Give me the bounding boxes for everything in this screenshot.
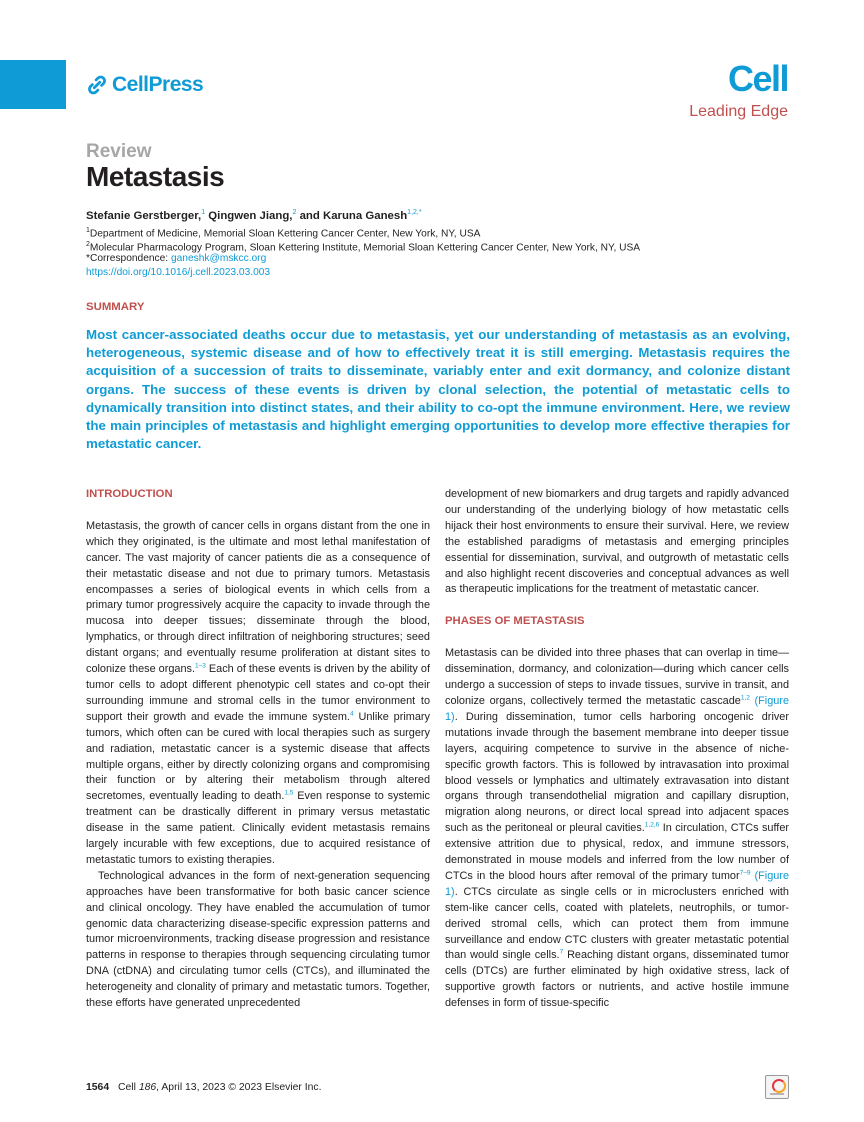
check-for-updates-icon[interactable]: [765, 1075, 789, 1099]
cellpress-logo[interactable]: [86, 71, 203, 99]
text-run: In circulation, CTCs suffer extensive attrition due to physical, redox, and immune stressors, demonstrated in mouse models and inferred from the low number of CTCs in the blood hours after removal of the primary tumor: [445, 822, 789, 882]
author-name: and Karuna Ganesh: [299, 209, 408, 222]
author-name: Qingwen Jiang,: [208, 209, 293, 222]
introduction-heading: INTRODUCTION: [86, 488, 173, 500]
correspondence-label: *Correspondence:: [86, 253, 169, 264]
page-title: Metastasis: [86, 161, 225, 192]
figure-link[interactable]: (Figure 1): [445, 869, 790, 898]
footer-volume: 186: [138, 1082, 157, 1093]
publisher-name: CellPress: [112, 73, 204, 96]
cellpress-link-icon: [86, 74, 108, 96]
figure-link[interactable]: (Figure 1): [445, 694, 790, 723]
reference-citation[interactable]: 1,5: [284, 789, 294, 797]
phases-heading: PHASES OF METASTASIS: [445, 615, 585, 628]
text-run: Metastasis can be divided into three phases that can overlap in time—dissemination, dormancy, and colonization—during which cancer cells undergo a succession of steps to invade tissues, survive in transit, and colonize organs, collectively termed the metastatic cascade: [445, 647, 789, 707]
footer-journal: Cell: [118, 1082, 136, 1093]
affiliation-number: 2: [86, 241, 90, 248]
introduction-paragraph: [86, 519, 430, 869]
footer-citation: , April 13, 2023 © 2023 Elsevier Inc.: [156, 1082, 322, 1093]
correspondence: [86, 252, 266, 266]
text-run: Metastasis, the growth of cancer cells in organs distant from the one in which they originated, is the ultimate and most lethal manifestation of cancer. The vast majority of cancer patients die as a consequence of their metastatic disease and not due to primary tumors. Metastasis encompasses a series of biological events in which cells from a primary tumor progressively acquire the capacity to invade through the mucosa into deeper tissues; disseminate through the blood, lymphatics, or through direct infiltration of neighboring structures; seed distant organs; and eventually resume proliferation at distant sites to colonize these organs.: [86, 519, 430, 676]
author-affiliation-mark[interactable]: 1: [201, 209, 206, 216]
reference-citation[interactable]: 1–3: [195, 662, 206, 670]
introduction-paragraph-continued: development of new biomarkers and drug targets and rapidly advanced our understanding of the underlying biology of how metastatic cells hijack their host environments to ensure their survival. Here, we review the established paradigms of metastasis and emerging principles essential for dissemination, survival, and outgrowth of metastatic cells and also highlight recent discoveries and conceptual advances as well as therapeutic implications for the treatment of metastatic cancer.: [445, 488, 789, 596]
reference-citation[interactable]: 7: [559, 948, 564, 956]
right-column: [445, 487, 789, 1012]
author-affiliation-mark[interactable]: 1,2,*: [407, 209, 422, 216]
introduction-paragraph: Technological advances in the form of next-generation sequencing approaches have been transformative for both basic cancer science and clinical oncology. They have enabled the accumulation of tumor genomic data characterizing disease-specific expression patterns and tumor microenvironments, tracking disease progression and resistance patterns in response to therapies through sequencing circulating tumor DNA (ctDNA) and circulating tumor cells (CTCs), and illuminated the heterogeneity and clonality of primary and metastatic tumors. Together, these efforts have generated unprecedented: [86, 869, 430, 1010]
text-run: Each of these events is driven by the ability of tumor cells to adopt different phenotypic cell states and co-opt their surrounding immune and stromal cells in the tumor environment to support their growth and evade the immune system.: [86, 663, 430, 723]
left-column: [86, 487, 430, 1012]
author-affiliation-mark[interactable]: 2: [292, 209, 297, 216]
author-list: [86, 209, 422, 222]
affiliation-text: Molecular Pharmacology Program, Sloan Kettering Institute, Memorial Sloan Kettering Cancer Center, New York, NY, USA: [89, 242, 641, 254]
reference-citation[interactable]: 4: [349, 710, 354, 718]
affiliation-text: Department of Medicine, Memorial Sloan Kettering Cancer Center, New York, NY, USA: [89, 228, 481, 240]
article-type: Review: [86, 141, 152, 162]
text-run: Unlike primary tumors, which often can be cured with local therapies such as surgery and radiation, metastatic cancer is a systemic disease that affects multiple organs, either by directly colonizing organs and compromising their function or by altering their metabolism through altered secretomes, eventually leading to death.: [86, 710, 430, 803]
page-number: 1564: [86, 1082, 110, 1093]
reference-citation[interactable]: 1,2,6: [644, 821, 660, 829]
reference-citation[interactable]: 7–9: [739, 869, 751, 877]
author-name: Stefanie Gerstberger,: [86, 209, 202, 222]
phases-paragraph: [445, 646, 789, 1012]
text-run: Even response to systemic treatment can be drastically different in primary versus metastatic disease in the same patient. Clinically evident metastasis remains largely incurable with few exceptions, due to acquired resistance of metastatic tumors to existing therapies.: [86, 790, 430, 866]
affiliation-number: 1: [86, 227, 90, 234]
doi-link[interactable]: https://doi.org/10.1016/j.cell.2023.03.003: [86, 267, 271, 278]
page-footer: [86, 1082, 322, 1093]
reference-citation[interactable]: 1,2: [740, 694, 750, 702]
journal-logo[interactable]: Cell: [727, 58, 788, 99]
text-run: Reaching distant organs, disseminated tumor cells (DTCs) are further eliminated by high oxidative stress, lack of supportive growth factors or nutrients, and active hostile immune defenses in form of tissue-specific: [445, 949, 790, 1010]
blue-corner-tab: [0, 60, 66, 109]
correspondence-email[interactable]: ganeshk@mskcc.org: [170, 253, 267, 264]
summary-text: Most cancer-associated deaths occur due to metastasis, yet our understanding of metastasis as an evolving, heterogeneous, systemic disease and of how to effectively treat it is still emerging. Metastasis requires the acquisition of a succession of traits to disseminate, variably enter and exit dormancy, and colonize distant organs. The success of these events is driven by clonal selection, the potential of metastatic cells to dynamically transition into distinct states, and their ability to co-opt the immune environment. Here, we review the main principles of metastasis and highlight emerging opportunities to develop more effective therapies for metastatic cancer.: [86, 327, 790, 452]
section-label: Leading Edge: [689, 103, 788, 120]
text-run: . During dissemination, tumor cells harboring oncogenic driver mutations invade through the basement membrane into deeper tissue layers, acquiring competence to survive in the absence of niche-specific growth factors. This is followed by intravasation into proximal blood vessels or lymphatics and ultimately extravasation into distant organs through transendothelial migration and capillary disruption, migration along neurons, or direct local spread into adjacent spaces such as the peritoneal or pleural cavities.: [445, 710, 789, 835]
summary-heading: SUMMARY: [86, 301, 145, 313]
text-run: . CTCs circulate as single cells or in microclusters enriched with stem-like cancer cells, coated with platelets, neutrophils, or tumor-derived stromal cells, which can protect them from immune surveillance and endow CTC clusters with greater metastatic potential than would single cells.: [445, 885, 789, 962]
